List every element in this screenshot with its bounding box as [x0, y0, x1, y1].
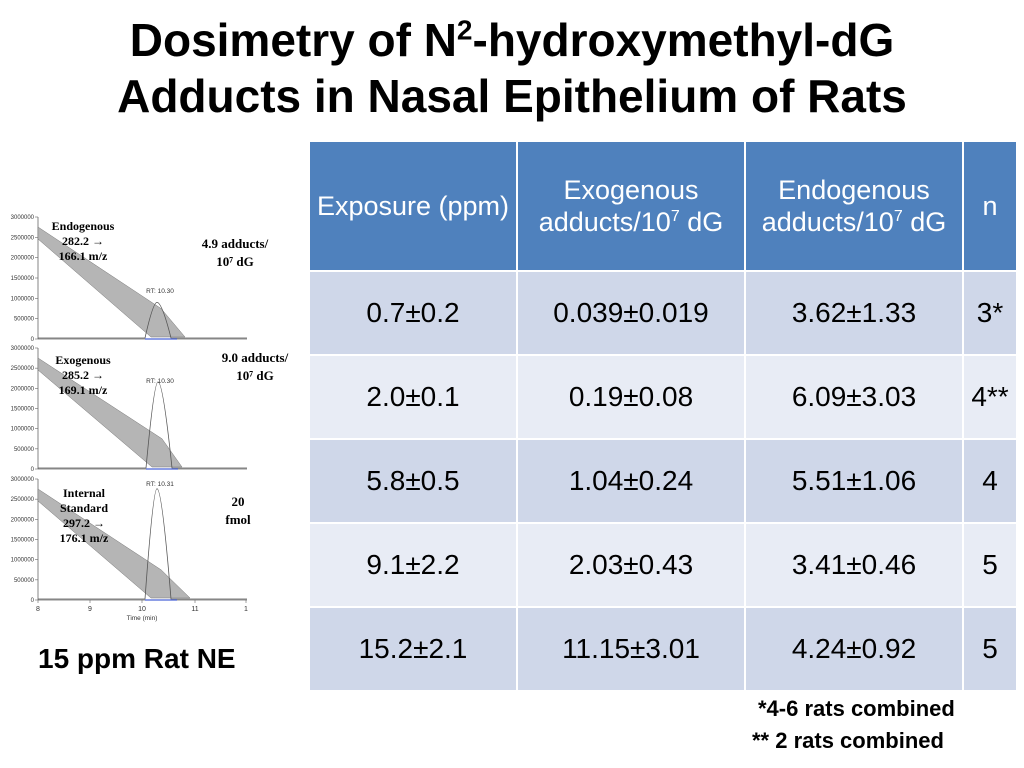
cell-exogenous: 0.19±0.08 — [517, 355, 745, 439]
retention-time-label: RT: 10.31 — [146, 481, 174, 488]
amount-label: 4.9 adducts/ — [201, 236, 269, 251]
y-tick-label: 1500000 — [10, 537, 34, 544]
figure-caption: 15 ppm Rat NE — [38, 643, 236, 674]
cell-exposure: 0.7±0.2 — [309, 271, 517, 355]
cell-endogenous: 5.51±1.06 — [745, 439, 963, 523]
cell-endogenous: 3.62±1.33 — [745, 271, 963, 355]
y-tick-label: 1000000 — [10, 426, 34, 433]
analyte-label: 176.1 m/z — [59, 531, 109, 545]
dosimetry-table — [308, 140, 1018, 692]
y-tick-label: 3000000 — [10, 215, 34, 221]
retention-time-label: RT: 10.30 — [146, 288, 174, 295]
y-tick-label: 500000 — [13, 316, 34, 323]
y-tick-label: 1500000 — [10, 406, 34, 413]
table-header-row — [309, 141, 1017, 271]
cell-exposure: 9.1±2.2 — [309, 523, 517, 607]
title-line-1: Dosimetry of $N^2-hydroxymethyl-dG$ — [129, 14, 895, 66]
peak-shading — [38, 358, 182, 467]
header-endogenous: Endogenous adducts/$10^7$ dG — [745, 141, 963, 271]
retention-time-label: RT: 10.30 — [146, 378, 174, 385]
analyte-label: Exogenous — [55, 353, 111, 367]
x-tick-label: 8 — [36, 606, 40, 613]
y-tick-label: 500000 — [13, 577, 34, 584]
cell-exogenous: 2.03±0.43 — [517, 523, 745, 607]
y-tick-label: 2000000 — [10, 386, 34, 393]
chromatogram-figure — [0, 200, 310, 630]
amount-label: 20 — [231, 494, 245, 509]
footnote-2: ** 2 rats combined — [752, 728, 944, 753]
amount-label: 10⁷ dG — [216, 254, 254, 269]
peak-shading — [38, 227, 185, 337]
analyte-label: Internal — [63, 486, 105, 500]
table-row — [309, 271, 1017, 355]
analyte-label: 166.1 m/z — [58, 249, 108, 263]
analyte-label: 297.2 → — [63, 516, 105, 530]
cell-exogenous: 11.15±3.01 — [517, 607, 745, 691]
analyte-label: 169.1 m/z — [58, 383, 108, 397]
cell-endogenous: 3.41±0.46 — [745, 523, 963, 607]
y-tick-label: 3000000 — [10, 477, 34, 483]
cell-endogenous: 4.24±0.92 — [745, 607, 963, 691]
cell-exogenous: 1.04±0.24 — [517, 439, 745, 523]
slide-title — [0, 12, 1024, 124]
analyte-label: Standard — [59, 501, 109, 515]
table-row — [309, 355, 1017, 439]
y-tick-label: 2500000 — [10, 497, 34, 504]
y-tick-label: 3000000 — [10, 346, 34, 352]
title-line-2: Adducts in Nasal Epithelium of Rats — [117, 70, 907, 122]
y-tick-label: 1000000 — [10, 557, 34, 564]
cell-n: 5 — [963, 607, 1017, 691]
y-tick-label: 2000000 — [10, 517, 34, 524]
y-tick-label: 2000000 — [10, 255, 34, 262]
analyte-label: 282.2 → — [62, 234, 104, 248]
analyte-label: Endogenous — [51, 219, 115, 233]
amount-label: fmol — [225, 512, 251, 527]
x-tick-label: 11 — [191, 606, 199, 613]
table-row — [309, 523, 1017, 607]
cell-n: 4** — [963, 355, 1017, 439]
footnote-1: *4-6 rats combined — [758, 696, 955, 721]
cell-n: 4 — [963, 439, 1017, 523]
cell-n: 3* — [963, 271, 1017, 355]
cell-exposure: 2.0±0.1 — [309, 355, 517, 439]
cell-n: 5 — [963, 523, 1017, 607]
y-tick-label: 0 — [30, 467, 34, 473]
y-tick-label: 0 — [30, 337, 34, 343]
y-tick-label: 1000000 — [10, 296, 34, 303]
header-n: n — [963, 141, 1017, 271]
analyte-label: 285.2 → — [62, 368, 104, 382]
y-tick-label: 500000 — [13, 446, 34, 453]
table-row — [309, 607, 1017, 691]
amount-label: 9.0 adducts/ — [221, 350, 289, 365]
y-tick-label: 2500000 — [10, 366, 34, 373]
x-tick-label: 10 — [138, 606, 146, 613]
y-tick-label: 1500000 — [10, 276, 34, 282]
cell-exposure: 15.2±2.1 — [309, 607, 517, 691]
header-exposure: Exposure (ppm) — [309, 141, 517, 271]
x-tick-label: 9 — [88, 606, 92, 613]
header-exogenous: Exogenous adducts/$10^7$ dG — [517, 141, 745, 271]
amount-label: 10⁷ dG — [236, 368, 274, 383]
x-axis-label: Time (min) — [126, 615, 158, 622]
cell-endogenous: 6.09±3.03 — [745, 355, 963, 439]
y-tick-label: 2500000 — [10, 235, 34, 242]
cell-exposure: 5.8±0.5 — [309, 439, 517, 523]
cell-exogenous: 0.039±0.019 — [517, 271, 745, 355]
y-tick-label: 0 — [30, 598, 34, 604]
table-row — [309, 439, 1017, 523]
x-tick-label: 1 — [244, 606, 248, 613]
